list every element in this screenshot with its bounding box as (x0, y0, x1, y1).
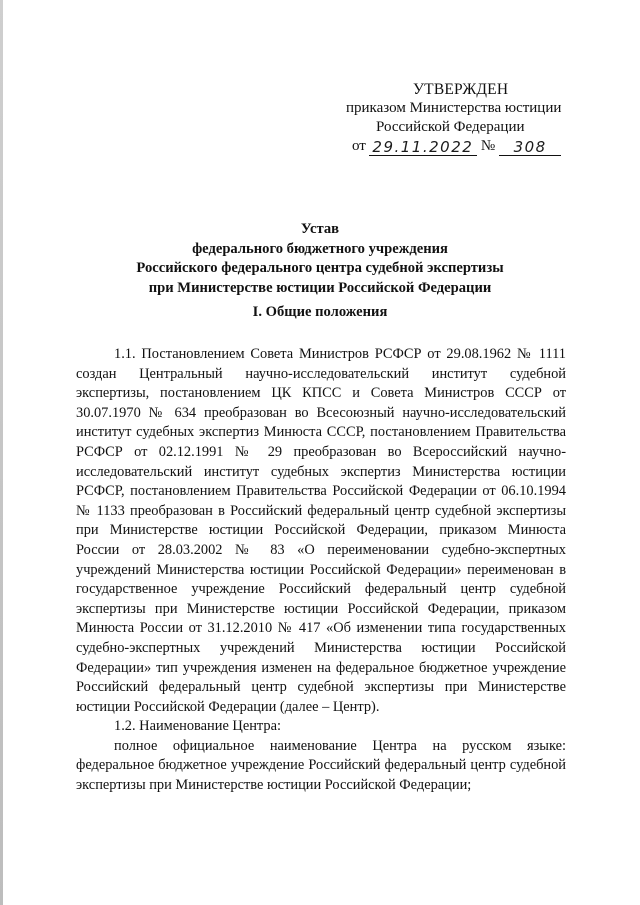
paragraph-1-1: 1.1. Постановлением Совета Министров РСФСР от 29.08.1962 № 1111 создан Центральный научно-исследовательский институт судебной экспертизы, постановлением ЦК КПСС и Совета Министров СССР от 30.07.1970 № 634 преобразован во Всесоюзный научно-исследовательский институт судебных экспертиз Минюста СССР, постановлением Правительства РСФСР от 02.12.1991 № 29 преобразован во Всероссийский научно-исследовательский институт судебных экспертиз Министерства юстиции РСФСР, постановлением Правительства Российской Федерации от 06.10.1994 № 1133 преобразован в Российский федеральный центр судебной экспертизы при Министерстве юстиции Российской Федерации, приказом Минюста России от 28.03.2002 № 83 «О переименовании судебно-экспертных учреждений Министерства юстиции Российской Федерации» переименован в государственное учреждение Российский федеральный центр судебной экспертизы при Министерстве юстиции Российской Федерации, приказом Минюста России от 31.12.2010 № 417 «Об изменении типа государственных судебно-экспертных учреждений Министерства юстиции Российской Федерации» тип учреждения изменен на федеральное бюджетное учреждение Российский федеральный центр судебной экспертизы при Министерстве юстиции Российской Федерации (далее – Центр). (76, 346, 566, 715)
title-line-3: Российского федерального центра судебной экспертизы (136, 260, 504, 276)
section-heading: I. Общие положения (252, 304, 388, 320)
paragraph-full-name: полное официальное наименование Центра на русском языке: федеральное бюджетное учреждение Российский федеральный центр судебной экспертизы при Министерстве юстиции Российской Федерации; (76, 737, 566, 794)
document-title (0, 220, 640, 298)
title-line-4: при Министерстве юстиции Российской Федерации (148, 279, 492, 296)
body-text (76, 345, 566, 796)
scan-edge (0, 0, 3, 905)
handwritten-number: 308 (499, 139, 561, 156)
approval-org-line: Российской Федерации (376, 119, 525, 135)
handwritten-date: 29.11.2022 (369, 139, 477, 156)
title-line-1: Устав (300, 221, 340, 237)
approval-order-line: приказом Министерства юстиции (346, 100, 562, 116)
approval-stamp-block (330, 80, 580, 156)
from-label: от (352, 138, 366, 154)
paragraph-1-2: 1.2. Наименование Центра: (114, 718, 281, 735)
number-label: № (480, 138, 496, 154)
title-line-2: федерального бюджетного учреждения (192, 240, 448, 257)
approval-date-number-line (330, 137, 580, 156)
approved-heading: УТВЕРЖДЕН (413, 81, 509, 98)
